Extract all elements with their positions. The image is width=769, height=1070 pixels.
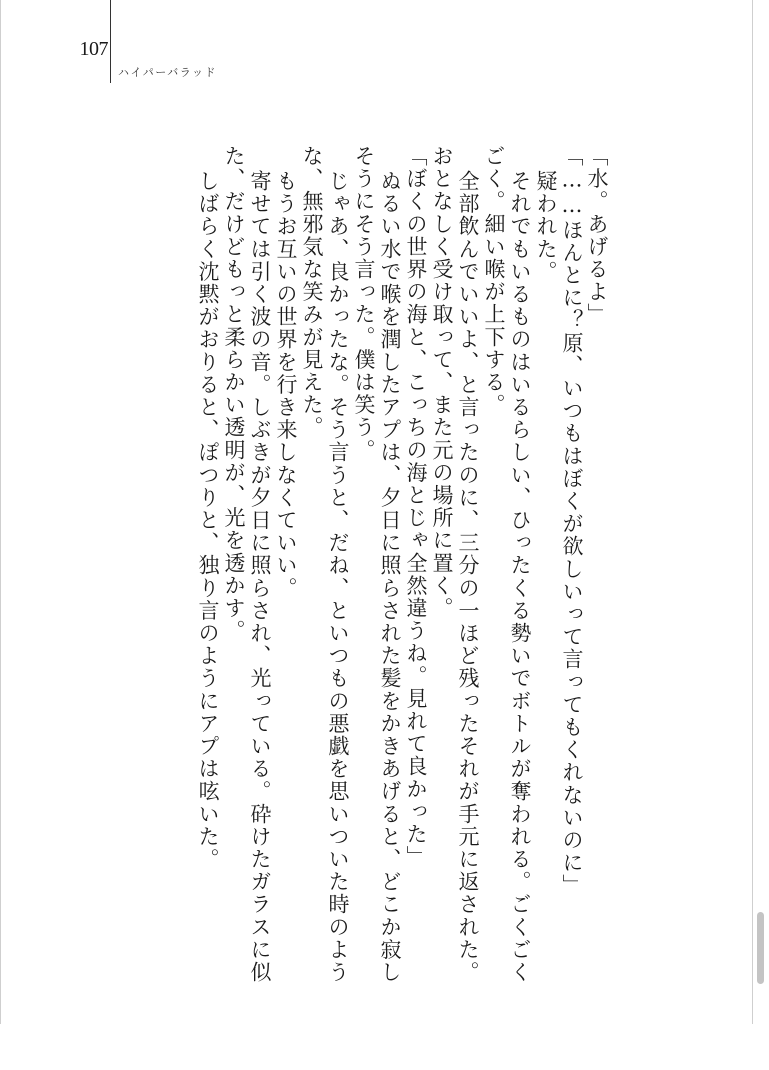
text-column: おとなしく受け取って、また元の場所に置く。 [430,145,454,620]
scrollbar-thumb[interactable] [757,912,764,984]
text-column: しばらく沈黙がおりると、ぽつりと、独り言のようにアプは呟いた。 [196,170,220,871]
text-column: そうにそう言った。僕は笑う。 [352,145,376,462]
text-column: 疑われた。 [534,170,558,283]
text-column: 「水。あげるよ」 [585,145,609,326]
text-column: 「ぼくの世界の海と、こっちの海とじゃ全然違うね。見れて良かった」 [404,145,428,869]
text-column: た、だけどもっと柔らかい透明が、光を透かす。 [222,145,246,643]
page-number: 107 [79,38,108,60]
text-column: 「……ほんとに？原、いつもはぼくが欲しいって言ってもくれないのに」 [560,145,584,897]
text-column: 全部飲んでいいよ、と言ったのに、三分の一ほど残ったそれが手元に返された。 [456,170,480,984]
header-rule [110,0,111,83]
page-edge-left [0,0,1,1024]
running-title: ハイパーバラッド [118,66,218,79]
text-column: もうお互いの世界を行き来しなくていい。 [274,170,298,600]
text-column: ぬるい水で喉を潤したアプは、夕日に照らされた髪をかきあげると、どこか寂し [378,170,402,984]
text-column: ごく。細い喉が上下する。 [482,145,506,417]
text-column: 寄せては引く波の音。しぶきが夕日に照らされ、光っている。砕けたガラスに似 [248,170,272,984]
text-column: それでもいるものはいるらしい、ひったくる勢いでボトルが奪われる。ごくごく [508,170,532,984]
text-column: な、無邪気な笑みが見えた。 [300,145,324,439]
text-column: じゃあ、良かったな。そう言うと、だね、といつもの悪戯を思いついた時のよう [326,170,350,984]
page-edge-right [752,0,753,1024]
